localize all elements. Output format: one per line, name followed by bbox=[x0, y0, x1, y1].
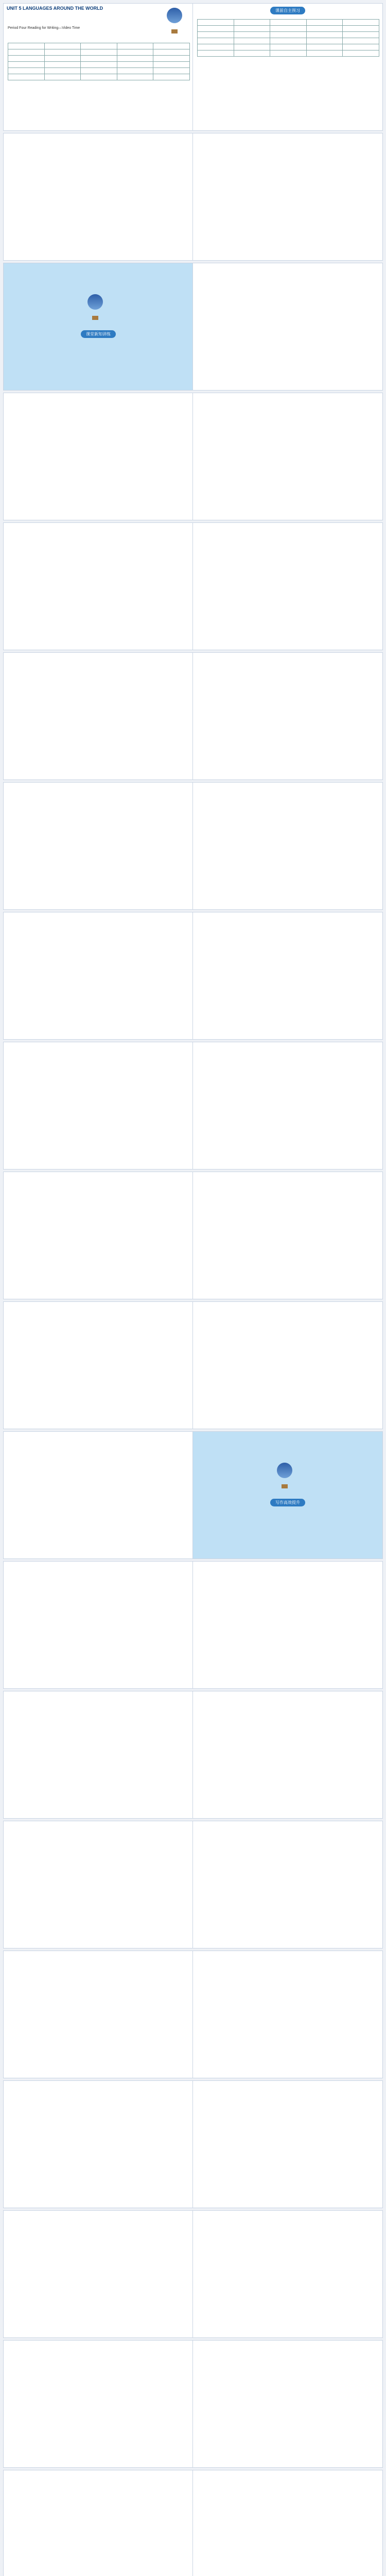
slide-subtitle: Period Four Reading for Writing—Video Time bbox=[8, 26, 80, 30]
balloon-icon bbox=[165, 8, 184, 36]
slide bbox=[3, 1172, 194, 1299]
slide bbox=[192, 1951, 383, 2078]
slide bbox=[3, 652, 194, 780]
section-title: 课前自主预习 bbox=[270, 7, 305, 14]
slide bbox=[3, 1951, 194, 2078]
slide bbox=[192, 2080, 383, 2208]
slide bbox=[3, 2210, 194, 2338]
slide bbox=[192, 522, 383, 650]
section-title: 课堂新知讲练 bbox=[81, 330, 116, 338]
slide bbox=[192, 2340, 383, 2468]
slide bbox=[192, 2210, 383, 2338]
balloon-icon bbox=[275, 1463, 294, 1490]
slide bbox=[192, 2470, 383, 2576]
slide bbox=[3, 1042, 194, 1170]
section-title: 写作高效提升 bbox=[270, 1499, 305, 1506]
vocab-table bbox=[8, 43, 190, 80]
slide bbox=[192, 1561, 383, 1689]
slide bbox=[3, 782, 194, 910]
slide bbox=[3, 1431, 194, 1559]
balloon-icon bbox=[86, 294, 104, 322]
slide-title bbox=[3, 3, 194, 131]
slide-section bbox=[192, 1431, 383, 1559]
slide bbox=[192, 1301, 383, 1429]
slide bbox=[192, 1172, 383, 1299]
slide bbox=[3, 133, 194, 261]
slide bbox=[192, 1821, 383, 1948]
slide bbox=[3, 522, 194, 650]
slide bbox=[3, 1561, 194, 1689]
slide bbox=[3, 1301, 194, 1429]
slide bbox=[192, 782, 383, 910]
slide-section bbox=[3, 263, 194, 391]
slide-preview bbox=[192, 3, 383, 131]
slide bbox=[3, 1821, 194, 1948]
slide bbox=[192, 912, 383, 1040]
slide bbox=[3, 2340, 194, 2468]
slide-title-text: UNIT 5 LANGUAGES AROUND THE WORLD bbox=[7, 6, 103, 11]
slide bbox=[192, 133, 383, 261]
slide bbox=[3, 2470, 194, 2576]
slide bbox=[192, 393, 383, 520]
slide bbox=[192, 1691, 383, 1819]
slide bbox=[3, 2080, 194, 2208]
slide bbox=[3, 912, 194, 1040]
slide bbox=[3, 1691, 194, 1819]
slide bbox=[192, 1042, 383, 1170]
slide bbox=[192, 263, 383, 391]
slide bbox=[192, 652, 383, 780]
slide bbox=[3, 393, 194, 520]
preview-table bbox=[197, 19, 379, 57]
